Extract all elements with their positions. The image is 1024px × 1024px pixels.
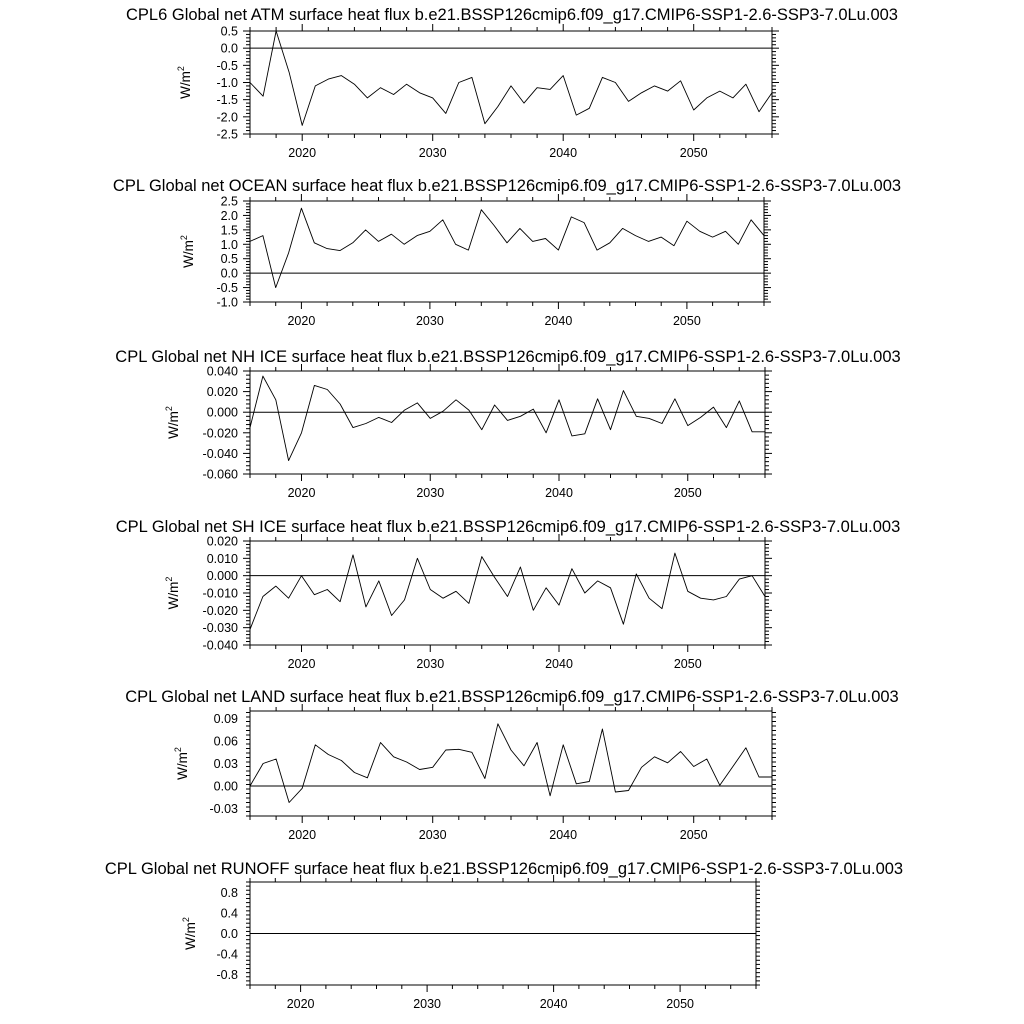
y-tick-label: 0.0 [220, 927, 238, 941]
x-tick-label: 2050 [679, 828, 708, 842]
y-tick-label: -1.0 [216, 295, 238, 310]
x-tick-label: 2020 [287, 314, 316, 328]
x-tick-label: 2040 [549, 828, 578, 842]
y-tick-label: 2.5 [220, 194, 238, 209]
x-tick-label: 2020 [287, 657, 316, 671]
y-tick-label: 0.03 [213, 757, 238, 771]
y-tick-label: -1.0 [216, 76, 238, 90]
y-tick-label: 1.5 [220, 223, 238, 238]
x-tick-label: 2030 [413, 997, 442, 1011]
y-tick-label: -0.020 [202, 603, 238, 618]
y-tick-label: -2.5 [216, 127, 238, 142]
y-tick-label: -2.0 [216, 110, 238, 125]
y-tick-label: 0.5 [220, 24, 238, 39]
x-tick-label: 2040 [545, 657, 573, 671]
y-tick-label: 0.00 [213, 779, 238, 794]
series-line [250, 376, 765, 461]
chart-title: CPL Global net SH ICE surface heat flux b.e21.BSSP126cmip6.f09_g17.CMIP6-SSP1-2.6-SSP3-7.0Lu.003 [115, 518, 901, 536]
y-tick-label: 0.020 [206, 385, 238, 400]
chart-title: CPL Global net RUNOFF surface heat flux b.e21.BSSP126cmip6.f09_g17.CMIP6-SSP1-2.6-SSP3-7.0Lu.003 [104, 860, 904, 878]
chart-panel-4 [116, 518, 901, 671]
x-tick-label: 2030 [416, 657, 445, 671]
x-tick-label: 2020 [286, 997, 315, 1011]
x-tick-label: 2050 [673, 486, 702, 500]
chart-title: CPL Global net NH ICE surface heat flux b.e21.BSSP126cmip6.f09_g17.CMIP6-SSP1-2.6-SSP3-7.0Lu.003 [115, 348, 901, 366]
x-tick-label: 2030 [416, 486, 445, 500]
y-tick-label: -0.8 [216, 968, 238, 983]
y-tick-label: 0.000 [206, 405, 238, 420]
y-tick-label: 0.4 [220, 906, 238, 921]
series-line [250, 31, 772, 125]
y-tick-label: 0.09 [213, 712, 238, 726]
y-axis-label: $W/m^2$ [164, 406, 181, 439]
y-axis-label: $W/m^2$ [181, 917, 198, 950]
y-tick-label: -0.03 [209, 802, 238, 816]
y-tick-label: 0.5 [220, 252, 238, 267]
y-axis-label: $W/m^2$ [176, 66, 193, 99]
series-line [250, 208, 764, 287]
y-tick-label: 2.0 [220, 208, 238, 223]
plot-frame [250, 371, 765, 474]
y-tick-label: -0.5 [216, 58, 238, 73]
x-tick-label: 2030 [418, 828, 447, 842]
y-tick-label: 0.0 [220, 266, 238, 281]
y-tick-label: 0.040 [206, 364, 238, 379]
x-tick-label: 2020 [287, 486, 316, 500]
chart-panel-5 [125, 688, 899, 842]
y-tick-label: 0.020 [206, 534, 238, 549]
chart-panel-2 [113, 177, 901, 328]
y-tick-label: 0.06 [213, 734, 238, 749]
y-tick-label: -0.060 [202, 467, 238, 482]
x-tick-label: 2040 [539, 997, 568, 1011]
y-tick-label: 1.0 [220, 237, 238, 252]
y-axis-label: $W/m^2$ [179, 235, 196, 268]
y-tick-label: 0.8 [220, 885, 238, 900]
plot-frame [250, 541, 765, 645]
chart-panel-1 [126, 6, 898, 160]
y-axis-label: $W/m^2$ [173, 747, 190, 780]
y-tick-label: -0.020 [202, 426, 238, 441]
y-tick-label: -0.010 [202, 586, 238, 601]
x-tick-label: 2050 [672, 314, 701, 328]
x-tick-label: 2030 [415, 314, 444, 328]
series-line [250, 553, 765, 629]
x-tick-label: 2040 [545, 486, 573, 500]
chart-title: CPL Global net OCEAN surface heat flux b.e21.BSSP126cmip6.f09_g17.CMIP6-SSP1-2.6-SSP3-7.0Lu.003 [112, 177, 902, 195]
plot-frame [250, 31, 772, 134]
y-tick-label: 0.0 [220, 41, 238, 56]
x-tick-label: 2050 [679, 146, 708, 160]
y-tick-label: -0.040 [202, 638, 238, 653]
y-tick-label: -0.040 [202, 446, 238, 461]
y-tick-label: -0.030 [202, 621, 238, 636]
chart-title: CPL Global net LAND surface heat flux b.e21.BSSP126cmip6.f09_g17.CMIP6-SSP1-2.6-SSP3-7.0Lu.003 [125, 688, 899, 706]
x-tick-label: 2050 [666, 997, 695, 1011]
series-line [250, 724, 772, 803]
x-tick-label: 2050 [673, 657, 702, 671]
x-tick-label: 2040 [549, 146, 578, 160]
plot-frame [250, 711, 772, 816]
y-tick-label: -0.4 [216, 947, 238, 962]
plot-frame [250, 201, 764, 302]
y-tick-label: 0.010 [206, 551, 238, 566]
y-tick-label: -0.5 [216, 281, 238, 296]
chart-panel-6 [105, 860, 903, 1011]
y-tick-label: -1.5 [216, 93, 238, 108]
x-tick-label: 2040 [544, 314, 573, 328]
x-tick-label: 2020 [288, 828, 317, 842]
y-axis-label: $W/m^2$ [164, 576, 181, 610]
x-tick-label: 2020 [288, 146, 317, 160]
x-tick-label: 2030 [418, 146, 447, 160]
chart-panel-3 [115, 348, 900, 500]
y-tick-label: 0.000 [206, 569, 238, 584]
chart-title: CPL6 Global net ATM surface heat flux b.e21.BSSP126cmip6.f09_g17.CMIP6-SSP1-2.6-SSP3-7.0Lu.003 [126, 6, 898, 24]
